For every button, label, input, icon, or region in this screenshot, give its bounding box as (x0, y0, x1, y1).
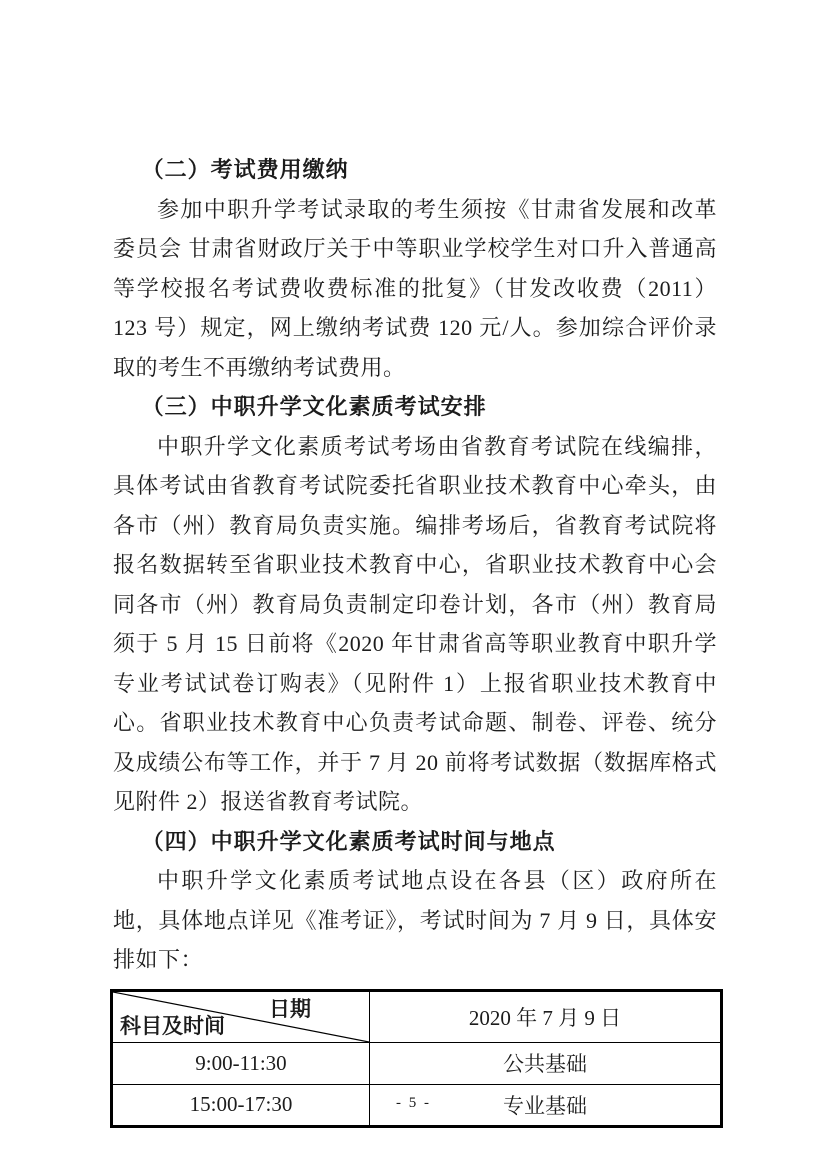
section-heading-time-location: （四）中职升学文化素质考试时间与地点 (141, 828, 556, 854)
time-cell-afternoon: 15:00-17:30 (112, 1084, 370, 1126)
section-heading-exam-arrangement: （三）中职升学文化素质考试安排 (141, 394, 487, 419)
subject-cell-morning: 公共基础 (370, 1042, 722, 1084)
section-heading-fees: （二）考试费用缴纳 (141, 157, 349, 182)
paragraph-exam-arrangement: 中职升学文化素质考试考场由省教育考试院在线编排，具体考试由省教育考试院委托省职业技术教育中心牵头，由各市（州）教育局负责实施。编排考场后，省教育考试院将报名数据转至省职业技术教育中心，省职业技术教育中心会同各市（州）教育局负责制定印卷计划，各市（州）教育局须于 5 月 15 日前将《2020 年甘肃省高等职业教育中职升学专业考试试卷订购表》（见附件 1）上报省职业技术教育中心。省职业技术教育中心负责考试命题、制卷、评卷、统分及成绩公布等工作，并于 7 月 20 前将考试数据（数据库格式见附件 2）报送省教育考试院。 (113, 433, 717, 814)
corner-label-subject-time: 科目及时间 (120, 1013, 225, 1038)
subject-cell-afternoon: 专业基础 (370, 1084, 722, 1126)
time-cell-morning: 9:00-11:30 (112, 1042, 370, 1084)
page-number: - 5 - (396, 1095, 431, 1111)
corner-header-cell (112, 990, 370, 1042)
paragraph-fees: 参加中职升学考试录取的考生须按《甘肃省发展和改革委员会 甘肃省财政厅关于中等职业学校学生对口升入普通高等学校报名考试费收费标准的批复》（甘发改收费（2011）123 号）规定，网上缴纳考试费 120 元/人。参加综合评价录取的考生不再缴纳考试费用。 (113, 196, 717, 380)
document-content (113, 150, 717, 1128)
date-header-cell: 2020 年 7 月 9 日 (370, 990, 722, 1042)
paragraph-time-location: 中职升学文化素质考试地点设在各县（区）政府所在地，具体地点详见《准考证》，考试时间为 7 月 9 日，具体安排如下： (113, 868, 717, 972)
corner-label-date: 日期 (269, 996, 311, 1021)
table-row (112, 1042, 722, 1084)
table-header-row (112, 990, 722, 1042)
